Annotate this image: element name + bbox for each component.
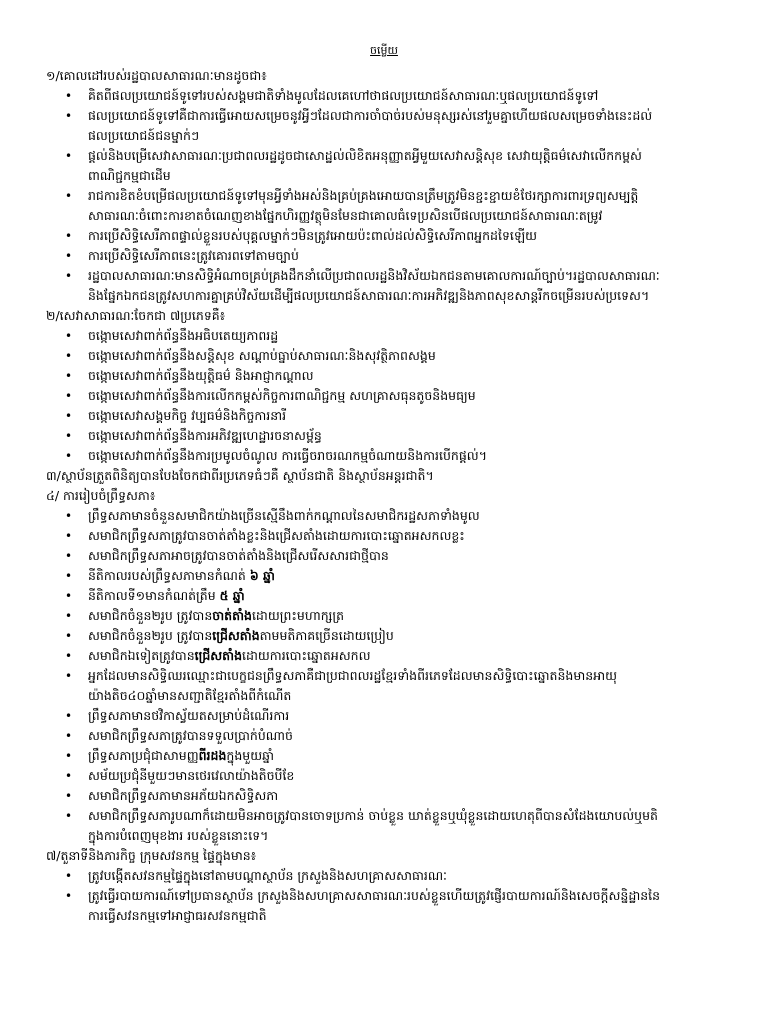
list-item — [46, 366, 746, 386]
list-item-text: • ការប្រើសិទ្ធិសេរីភាពនេះត្រូវគោរពទៅតាមច្បាប់ — [88, 248, 299, 263]
list-item-text: • ការប្រើសិទ្ធិសេរីភាពផ្ទាល់ខ្លួនរបស់បុគ្គលម្នាក់ៗមិនត្រូវអោយប៉ះពាល់ដល់សិទ្ធិសេរីភាពអ្នកដទៃឡើយ — [88, 228, 538, 243]
list-item — [46, 146, 746, 186]
list-item-text: • នីតិកាលរបស់ព្រឹទ្ធសភាមានកំណត់ ៦ ឆ្នាំ — [88, 568, 275, 583]
list-item-text: • ចង្កោមសេវាពាក់ព័ន្ធនឹងអធិបតេយ្យភាពរដ្ឋ — [88, 328, 279, 343]
list-item — [46, 626, 746, 646]
list-item-text: • សមាជិកចំនួន២រូប ត្រូវបានជ្រើសតាំងតាមមតិភាគច្រើនដោយប្រៀប — [88, 628, 394, 643]
bullet-list — [46, 866, 746, 926]
list-item — [46, 246, 746, 266]
list-item — [46, 526, 746, 546]
list-item-text: • ព្រឹទ្ធសភាមានថវិកាស្វ័យតសម្រាប់ដំណើរការ — [88, 708, 290, 723]
list-item-text: • សមាជិកព្រឹទ្ធសភាត្រូវបានទទួលប្រាក់បំណាច់ — [88, 728, 293, 743]
list-item — [46, 266, 746, 306]
list-item-text: • គិតពីផលប្រយោជន៍ទូទៅរបស់សង្គមជាតិទាំងមូលដែលគេហៅថាផលប្រយោជន៍សាធារណៈឬផលប្រយោជន៍ទូទៅ — [88, 88, 599, 103]
list-item — [46, 726, 746, 746]
bullet-list — [46, 326, 746, 466]
bullet-list — [46, 86, 746, 306]
list-item — [46, 746, 746, 766]
list-item-text: • ចង្កោមសេវាពាក់ព័ន្ធនឹងការអភិវឌ្ឍហេដ្ឋារចនាសម្ព័ន្ធ — [88, 428, 322, 443]
list-item-text: ផលប្រយោជន៍ជនម្នាក់ៗ — [88, 128, 200, 143]
list-item-text: • អ្នកដែលមានសិទ្ធិឈរឈ្មោះជាបេក្ខជនព្រឹទ្ធសភាគឺជាប្រជាពលរដ្ឋខ្មែរទាំងពីរភេទដែលមានសិទ្ធិបោះឆ្នោតនិងមានអាយុ — [88, 668, 617, 683]
list-item-text: • ត្រូវធ្វើរបាយការណ៍ទៅប្រធានស្ថាប័ន ក្រសួងនិងសហគ្រាសសាធារណៈរបស់ខ្លួនហើយត្រូវផ្ញើរបាយការណ៍និងសេចក្តីសន្និដ្ឋាននៃ — [88, 888, 661, 903]
list-item-text: • ចង្កោមសេវាសង្គមកិច្ច វប្បធម៌និងកិច្ចការនារី — [88, 408, 287, 423]
list-item — [46, 426, 746, 446]
list-item — [46, 806, 746, 846]
list-item-text: • នីតិកាលទី១មានកំណត់ត្រឹម ៥ ឆ្នាំ — [88, 588, 245, 603]
list-item-text: • ព្រឹទ្ធសភាប្រជុំជាសាមញ្ញពីរដងក្នុងមួយឆ្នាំ — [88, 748, 274, 763]
list-item-text: • សមាជិកព្រឹទ្ធសភារូបណាក៏ដោយមិនអាចត្រូវបានចោទប្រកាន់ ចាប់ខ្លួន ឃាត់ខ្លួនឬឃុំខ្លួនដោយហេតុពីបានសំដែងយោបល់ឬមតិ — [88, 808, 658, 823]
list-item — [46, 226, 746, 246]
document-body — [46, 66, 746, 926]
list-item-text: • ចង្កោមសេវាពាក់ព័ន្ធនឹងការប្រមូលចំណូល ការធ្វើចរាចរណកម្មចំណាយនិងការបើកផ្តល់។ — [88, 448, 487, 463]
list-item — [46, 586, 746, 606]
list-item — [46, 566, 746, 586]
list-item-text: • ផលប្រយោជន៍ទូទៅគឺជាការធ្វើអោយសម្រេចនូវអ្វីៗដែលជាការចាំបាច់របស់មនុស្សរស់នៅរួមគ្នាហើយផលសម្រេចទាំងនេះដល់ — [88, 108, 653, 123]
list-item — [46, 706, 746, 726]
list-item — [46, 546, 746, 566]
list-item — [46, 106, 746, 146]
section-heading: ១/គោលដៅរបស់រដ្ឋបាលសាធារណៈមានដូចជា៖ — [46, 68, 267, 83]
bullet-list — [46, 506, 746, 846]
list-item — [46, 666, 746, 706]
list-item-text: • រដ្ឋបាលសាធារណៈមានសិទ្ធិអំណាចគ្រប់គ្រងដឹកនាំលើប្រជាពលរដ្ឋនិងវិស័យឯកជនតាមគោលការណ៍ច្បាប់។រដ្ឋបាលសាធារណៈ — [88, 268, 660, 283]
list-item-text: • ចង្កោមសេវាពាក់ព័ន្ធនឹងយុត្តិធម៌ និងអាជ្ញាកណ្តាល — [88, 368, 314, 383]
list-item-text: ការធ្វើសវនកម្មទៅអាជ្ញាធរសវនកម្មជាតិ — [88, 908, 267, 923]
list-item-text: • ចង្កោមសេវាពាក់ព័ន្ធនឹងសន្តិសុខ សណ្តាប់ធ្នាប់សាធារណៈនិងសុវត្ថិភាពសង្គម — [88, 348, 436, 363]
list-item — [46, 606, 746, 626]
list-item-text: ពាណិជ្ជកម្មជាដើម — [88, 168, 171, 183]
section-heading: ៤/ ការរៀបចំព្រឹទ្ធសភា៖ — [46, 488, 156, 503]
list-item — [46, 766, 746, 786]
list-item — [46, 646, 746, 666]
list-item-text: • សម័យប្រជុំនីមួយៗមានថេរវេលាយ៉ាងតិចបីខែ — [88, 768, 295, 783]
list-item-text: • សមាជិកចំនួន២រូប ត្រូវបានចាត់តាំងដោយព្រះមហាក្សត្រ — [88, 608, 345, 623]
list-item-text: • ត្រូវបង្កើតសវនកម្មផ្ទៃក្នុងនៅតាមបណ្តាស្ថាប័ន ក្រសួងនិងសហគ្រាសសាធារណៈ — [88, 868, 447, 883]
list-item — [46, 386, 746, 406]
list-item — [46, 406, 746, 426]
list-item — [46, 186, 746, 226]
list-item-text: • ព្រឹទ្ធសភាមានចំនួនសមាជិកយ៉ាងច្រើនស្មើនឹងពាក់កណ្តាលនៃសមាជិករដ្ឋសភាទាំងមូល — [88, 508, 480, 523]
section-heading: ២/សេវាសាធារណៈចែកជា ៧ប្រភេទគឺ៖ — [46, 308, 226, 323]
list-item-text: • សមាជិកឯទៀតត្រូវបានជ្រើសតាំងដោយការបោះឆ្នោតអសកល — [88, 648, 371, 663]
list-item-text: • ចង្កោមសេវាពាក់ព័ន្ធនឹងការលើកកម្ពស់កិច្ចការពាណិជ្ជកម្ម សហគ្រាសធុនតូចនិងមធ្យម — [88, 388, 476, 403]
list-item — [46, 786, 746, 806]
list-item — [46, 86, 746, 106]
list-item-text: និងផ្នែកឯកជនត្រូវសហការគ្នាគ្រប់វិស័យដើម្បីផលប្រយោជន៍សាធារណៈការអភិវឌ្ឍនិងភាពសុខសាន្តរីកចម្រើនរបស់ប្រទេស។ — [88, 288, 650, 303]
list-item — [46, 326, 746, 346]
list-item-text: • សមាជិកព្រឹទ្ធសភាត្រូវបានចាត់តាំងខ្លះនិងជ្រើសតាំងដោយការបោះឆ្នោតអសកលខ្លះ — [88, 528, 465, 543]
list-item-text: យ៉ាងតិច៤០ឆ្នាំមានសញ្ជាតិខ្មែរតាំងពីកំណើត — [88, 688, 292, 703]
list-item-text: សាធារណៈចំពោះការខាតចំណេញខាងផ្នែកហិរញ្ញវត្ថុមិនមែនជាគោលធំទេប្រសិនបើផលប្រយោជន៍សាធារណៈតម្រូវ — [88, 208, 603, 223]
list-item — [46, 446, 746, 466]
section-heading: ៣/ស្ថាប័នត្រួតពិនិត្យបានបែងចែកជាពីរប្រភេទធំៗគឺ ស្ថាប័នជាតិ និងស្ថាប័នអន្តរជាតិ។ — [46, 468, 434, 483]
list-item — [46, 506, 746, 526]
list-item — [46, 866, 746, 886]
list-item-text: • រាជការខិតខំបម្រើផលប្រយោជន៍ទូទៅមុនអ្វីទាំងអស់និងគ្រប់គ្រងអោយបានត្រឹមត្រូវមិនខ្ជះខ្ជាយខំថែរក្សាការពារទ្រព្យសម្បត្តិ — [88, 188, 639, 203]
section-heading: ៧/តួនាទីនិងភារកិច្ច ក្រុមសវនកម្ម ផ្ទៃក្នុងមាន៖ — [46, 848, 257, 863]
list-item-text: • សមាជិកព្រឹទ្ធសភាមានអភ័យឯកសិទ្ធិសភា — [88, 788, 279, 803]
list-item — [46, 886, 746, 926]
list-item — [46, 346, 746, 366]
page-title: ចម្លើយ — [370, 44, 398, 57]
list-item-text: ក្នុងការបំពេញមុខងារ របស់ខ្លួននោះទេ។ — [88, 828, 269, 843]
list-item-text: • សមាជិកព្រឹទ្ធសភាអាចត្រូវបានចាត់តាំងនិងជ្រើសរើសសារជាថ្មីបាន — [88, 548, 389, 563]
list-item-text: • ផ្តល់និងបម្រើសេវាសាធារណៈប្រជាពលរដ្ឋដូចជាសោដ្ឋល់លិខិតអនុញ្ញាតអ្វីមួយសេវាសន្តិសុខ សេវាយុត្តិធម៌សេវាលើកកម្ពស់ — [88, 148, 642, 163]
